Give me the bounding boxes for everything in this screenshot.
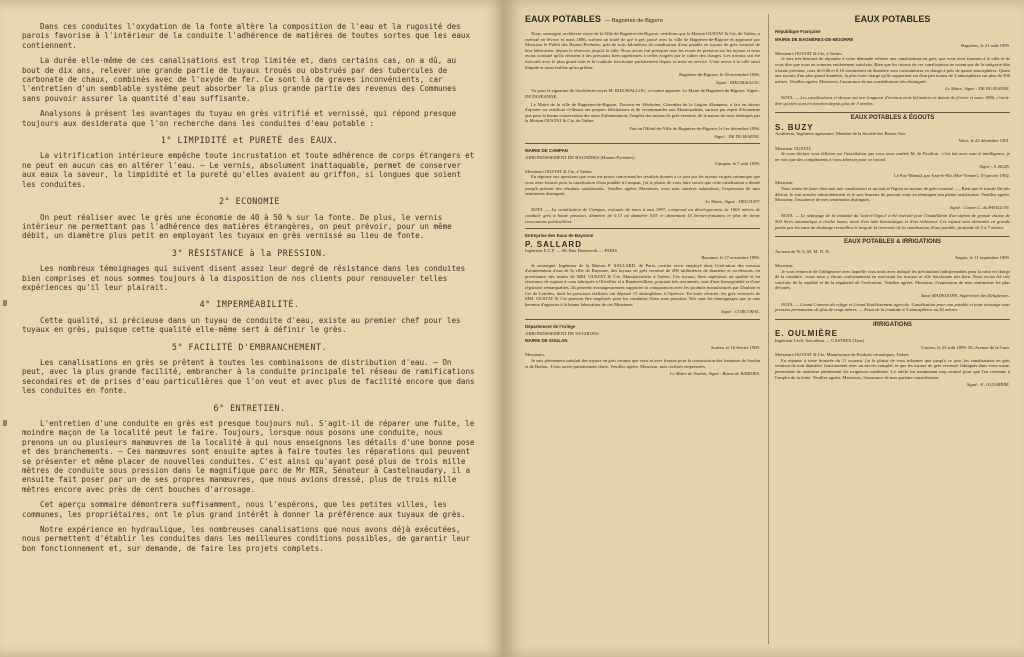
letter-signature: Le Maire de Soulan, Signé : Baron de BARDIES. — [670, 371, 760, 377]
firm-sub: Ingénieur E.C.P. — 68, Rue Dauvercelt — PARIS — [525, 248, 618, 254]
section-header: EAUX POTABLES & IRRIGATIONS — [775, 236, 1010, 246]
firm-sub: Ingénieur Civil, Aviculteur — CASTRES (Tarn) — [775, 337, 864, 343]
letterhead-label: Entreprise des Eaux de Bayonne — [525, 233, 594, 239]
letter-date: Bayonne, le 27 novembre 1896. — [701, 255, 760, 260]
letter-signature: Le Maire, Signé : DELOUPT. — [705, 198, 760, 204]
letter-body: Je vous déclare vous féliciter sur l'installation que vous avez confiée M. de Pavillon : c'est fait avec soin et intelligence, je ne vois que des compliments à vous adresser pour ce travail. — [775, 151, 1010, 162]
separator — [525, 143, 760, 144]
intro-paragraph: Dans ces conduites l'oxydation de la fonte altère la composition de l'eau et la rugosité des parois favorise à l'intérieur de la conduite l'adhérence de matières de toutes sortes que les eaux contiennent. — [22, 22, 471, 50]
section-title: 6° ENTRETIEN. — [213, 402, 286, 413]
letter-date: Le Puy-Menuil, par Azat-le-Riz (Hte-Vienne), 19 janvier 1902. — [893, 172, 1010, 178]
letter-body: En réponse aux questions que vous me posez concernant les résultats donnés à ce jour par les tuyaux en grès céramique que vous avez fournis pour la canalisation d'eau potable à Campan, j'ai le plaisir de vous faire savoir que cette canalisation a donné jusqu'à présent des résultats satisfaisants. Veuillez agréer, Messieurs, avec mes sincères salutations, l'expression de mes sentiments distingués. — [525, 174, 760, 197]
letter-body: Vous venez de faire chez moi une canalisation et un tout-à-l'égout en tuyaux de grès vernissé. — Bien que le travail fût très délicat, le tout marche admirablement et je suis heureux de pouvoir vous en témoigner ma pleine satisfaction. Veuillez agréer, Monsieur, l'assurance de mes sentiments distingués. — [775, 186, 1010, 203]
letter-recipient: Messieurs OUSTAT & Cie, Manufacture de Produits céramiques, Tarbes. — [775, 352, 910, 358]
letter-signature: Le Maire, Signé : DE DUJEANNE. — [945, 86, 1010, 92]
column-divider — [768, 14, 769, 644]
letter-body: Nous, soussigné, architecte-voyer de la Ville de Bagnères-de-Bigorre, certifions que la Maison OUSTAT & Cie, de Tarbes, a exécuté en février et mars 1886, suivant un traité de gré à gré, passé avec la ville de Bagnères-de-Bigorre et approuvé par Monsieur le Préfet des Hautes-Pyrénées, près de trois kilomètres de canalisation d'eau potable en tuyaux de grès vernissé de leur fabrication, depuis le réservoir jusqu'à la ville. Nous avons fait pratiquer tous les essais de pression sur les tuyaux et nous avons constaté qu'ils résistent à des pressions bien supérieures à celles exigées par le cahier des charges. Les travaux ont été exécutés avec le plus grand soin et la conduite fonctionne parfaitement depuis sa mise en service. L'eau arrive à la ville aussi limpide et aussi fraîche qu'au griffon. — [525, 31, 760, 70]
letter-signature: Sœur MADELEINE, Supérieure des Religieuses. — [921, 292, 1010, 298]
letter-recipient: Messieurs, — [525, 352, 545, 358]
letter-body: Je suis pleinement satisfait des tuyaux en grès céramé que vous m'avez fournis pour la construction des fontaines de Soulan et de Bodrac. L'eau arrive parfaitement claire. Veuillez agréer, Monsieur, mes civilités empressées. — [525, 357, 760, 369]
letter-body: En réponse à votre honorée du 11 courant, j'ai le plaisir de vous informer que jusqu'à ce jour, les canalisations en grès vernissé de tout diamètre, fonctionnent avec un succès complet, et que les tuyaux de grès vernissé, fabriqués dans votre usine, permettent de satisfaire pleinement les exigences modernes. Le siècle est maintenant trop avancé pour que l'on revienne à l'emploi de la fonte. Veuillez agréer, Messieurs, l'assurance de mes parfaite considération. — [775, 357, 1010, 380]
letterhead-label: Au nom de N. S. M. M. N. D. — [775, 248, 830, 254]
firm-name: P. SALLARD — [525, 239, 582, 249]
separator — [525, 228, 760, 229]
firm-sub: Architecte, Ingénieur agronome, Membre de la Société des Beaux-Arts — [775, 131, 906, 137]
letter-body: Je suis très heureux de répondre à votre demande relative aux canalisations en grès, que vous avez fournies à la ville et de vous dire que nous en sommes entièrement satisfaits. Bien que les tuyaux de ces canalisations ne soient pas de la catégorie dite à haute pression, ceux de 0,06 et 0,10 centimètres de diamètre sont constamment en charge à près de quatre atmosphères. Quant aux tuyaux d'un plus grand diamètre, la plus forte charge qu'ils supportent est d'un peu moins de 3 atmosphères sur plus de 500 mètres. Veuillez agréer, Messieurs, l'assurance de ma considération très distinguée. — [775, 56, 1010, 84]
section-body: On peut réaliser avec le grès une économie de 40 à 50 % sur la fonte. De plus, le vernis intérieur ne permettant pas l'adhérence des matières étrangères, on peut prévoir, pour un même débit, un diamètre plus petit en employant les tuyaux en grès vernissé au lieu de fonte. — [22, 212, 452, 241]
letterhead-label: Département de l'Ariège — [525, 323, 576, 329]
section-body: Les canalisations en grès se prêtent à toutes les combinaisons de distribution d'eau. — On peut, avec la plus grande facilité, embrancher à la conduite principale tel réseau de ramifications secondaires et de prises d'eau particulières que l'on veut et avec plus de facilité encore que dans les conduites en fonte. — [22, 357, 475, 396]
letter-date: Bagnères, le 21 août 1899. — [961, 43, 1010, 49]
letter-date: Niort, le 22 décembre 1901. — [958, 137, 1010, 143]
letterhead-title: MAIRIE DE CAMPAN — [525, 148, 568, 154]
letter-signature: Signé : CORCORAL. — [721, 309, 760, 315]
letterhead-title: MAIRIE DE SOULAN — [525, 338, 568, 344]
typed-text-block — [22, 22, 477, 559]
letter-recipient: Monsieur OUSTAT, — [775, 145, 812, 151]
letter-signature: Signé : Comte G. du PAVILLON. — [949, 204, 1010, 210]
section-title: 2° ECONOMIE — [219, 196, 280, 207]
letter-date: Angiet, le 11 septembre 1899. — [954, 255, 1010, 261]
section-body: Les nombreux témoignages qui suivent disent assez leur degré de résistance dans les conduites bien comprises et nous sommes toujours à la disposition de nos clients pour renouveler telles expériences qu'il leur plairait. — [22, 264, 466, 292]
letter-recipient: Messieurs OUSTAT & Cie, à Tarbes. — [525, 168, 593, 174]
nota: NOTA. — Les canalisations ci-dessus ont une longueur d'environ trois kilomètres et datent de février et mars 1896, c'est-à-dire qu'elles sont en fonction depuis plus de 3 années. — [775, 94, 1010, 106]
column-header: EAUX POTABLES — [854, 14, 931, 24]
letter-date: Campan, le 7 août 1899. — [715, 161, 760, 167]
nota: NOTA. — Le nettoyage de la conduite du 'tout-à-l'égout' a été exécuté pour l'installation d'un siphon de grande chasse de 500 litres automatique à cloche basse, muni d'un tube barostatique et d'un réducteur. Ces tuyaux sont alimentés en grande partie par les eaux du drainage recueillies le long de la traversée de la canalisation d'eau potable, profonde de 5 à 7 mètres. — [775, 213, 1010, 230]
letter-body: Je soussigné, Ingénieur de la Maison P. SALLARD, de Paris, certifie avoir employé dans l'exécution des travaux d'alimentation d'eau de la ville de Bayonne, des tuyaux en grès vernissé de 200 millimètres de diamètre et au-dessous, en provenance des usines de MM. OUSTAT & Cie, Manufacturiers à Tarbes. Ces tuyaux, bien supérieurs en qualité et en résistance de rupture à ceux fabriqués à Olivellier et à Bambervilliers, pourtant très renommés, sont d'une homogénéité et d'une régularité remarquables. Ils peuvent avantageusement supporter la comparaison avec les produits manufacturés par Doulton et Cie de Londres, dont les pressions réalisées ont dépassé 15 atmosphères à l'épreuve. En toute sécurité, les grès vernissés de MM. OUSTAT & Cie peuvent être employés pour les conduites d'eau sous pression. Tels sont les témoignages que je suis heureux d'apporter à la bonne fabrication de ces Messieurs. — [525, 262, 760, 307]
intro-paragraph: Analysons à présent les avantages du tuyau en grès vitrifié et vernissé, qui répond presque toujours aux desiderata que l'on recherche dans les conduites d'eau potable : — [22, 109, 457, 128]
column-header: EAUX POTABLES — Bagnères-de-Bigorre — [525, 14, 663, 24]
section-header: IRRIGATIONS — [775, 319, 1010, 329]
section-title: 4° IMPERMÉABILITÉ. — [199, 299, 300, 310]
section-header: EAUX POTABLES & ÉGOUTS — [775, 112, 1010, 122]
section-title: 3° RÉSISTANCE à la PRESSION. — [171, 247, 328, 258]
section-title: 1° LIMPIDITÉ et PURETÉ des EAUX. — [160, 135, 339, 146]
section-body: Cette qualité, si précieuse dans un tuyau de conduite d'eau, existe au premier chef pour les tuyaux en grès, puisque cette qualité elle-même sert à définir le grès. — [22, 315, 461, 335]
testimonials-column-1 — [525, 14, 760, 380]
letter-date: Fait en l'Hôtel-de-Ville de Bagnères-de-Bigorre, le 1er décembre 1896. — [629, 125, 760, 131]
letter-body: Je vous remercie de l'obligeance avec laquelle vous nous avez indiqué les précautions indispensables pour la mise en charge de la conduite ; nous nous y étions conformément en exécutant les travaux et elle fonctionne très bien. Nous avons été très satisfaits de la rapidité et de la régularité de l'exécution. Veuillez agréer, Monsieur, l'expression de mes sentiments les plus dévoués. — [775, 268, 1010, 291]
nota: NOTA. — La canalisation de Campan, exécutée de mars à mai 1897, comprend un développement de 1800 mètres de conduite grès à haute pression, diamètre de 0,15 au diamètre 0,05 et alimentant 10 bornes-fontaines et plus de trente concessions particulières. — [525, 207, 760, 224]
letter-signature: Signé : S. BUZY. — [979, 164, 1010, 170]
margin-mark — [3, 300, 7, 306]
section-title: 5° FACILITÉ D'EMBRANCHEMENT. — [171, 341, 328, 352]
letter-signature: Signé : DE DUJEANNE. — [714, 133, 760, 139]
section-body: La vitrification intérieure empêche toute incrustation et toute adhérence de corps étrangers et ne peut en aucun cas en altérer l'eau. — Le vernis, absolument inattaquable, permet de conserver aux eaux la saveur, la limpidité et la pureté qu'elles avaient au griffon, si longues que soient les conduites. — [22, 151, 475, 189]
intro-paragraph: La durée elle-même de ces canalisations est trop limitée et, dans certains cas, on a dû, au bout de dix ans, relever une grande partie de tuyaux troués ou obstrués par des tubercules de carbonate de chaux, combinés avec de l'oxyde de fer. Ce sont là de graves inconvénients, car l'entretien d'un semblable système peut absorber la plus grande partie des revenus des Communes sans pouvoir assurer la quantité d'eau suffisante. — [22, 56, 457, 103]
letter-visa: Vu pour la signature de l'architecte-voyer M. RIEUMALLOU, ci-contre apposée. Le Maire de Bagnères-de-Bigorre. Signé : DE DUJEANNE. — [525, 88, 760, 99]
letter-signature: Signé : RIEUMALLOU. — [715, 79, 760, 85]
letter-date: Castres, le 23 août 1899. 58, Avenue de la Garn. — [921, 344, 1010, 350]
letter-date: Bagnères-de-Bigorre, le 20 novembre 1896. — [679, 72, 760, 78]
letterhead-sub: ARRONDISSEMENT DE ST-GIRONS — [525, 330, 599, 336]
letterhead-title: MAIRIE DE BAGNÈRES-DE-BIGORRE — [775, 36, 854, 42]
nota: NOTA. — Grand Couvent du refuge et Grand Etablissement agricole. Canalisation pour eau potable et pour arrosage sous pression permanente de plus de vingt mètres. — Essai de la conduite à 5 atmosphères au 50 mètres. — [775, 301, 1010, 313]
letter-body: Le Maire de la ville de Bagnères-de-Bigorre, Docteur en Médecine, Chevalier de la Légion d'honneur, a fait un devoir d'ajouter au certificat ci-dessus ses propres félicitations et de recommander aux Municipalités, surtout par esprit d'économie que pour la bonne conservation des eaux d'alimentation, l'emploi des tuyaux de grès vernissé, de la nature de ceux fabriqués par la Maison OUSTAT & Cie, de Tarbes. — [525, 101, 760, 124]
letter-recipient: Monsieur, — [775, 180, 794, 186]
separator — [525, 319, 760, 320]
letter-recipient: Messieurs OUSTAT & Cie, à Tarbes. — [775, 50, 843, 56]
letter-signature: Signé : E. OULMIÈRE. — [966, 382, 1010, 388]
section-body: Cet aperçu sommaire démontrera suffisamment, nous l'espérons, que les petites villes, les communes, les propriétaires, ont le plus grand intérêt à donner la préférence aux tuyaux de grès. — [22, 500, 466, 519]
letter-recipient: Monsieur, — [775, 263, 794, 268]
letter-date: Soulan, le 16 février 1900. — [711, 344, 760, 350]
letterhead-sub: ARRONDISSEMENT DE BAGNÈRES (Hautes-Pyrénées) — [525, 154, 635, 160]
firm-name: S. BUZY — [775, 122, 814, 132]
section-body: L'entretien d'une conduite en grès est presque toujours nul. S'agit-il de réparer une fuite, le moindre maçon de la localité peut le faire. Toujours, lorsque nous posons une conduite, nous prenons un ou plusieurs manœuvres de la localité à qui nous enseignons les détails d'une bonne pose et des branchements. — Ces manœuvres sont ensuite aptes à faire toutes les réparations qui peuvent se présenter et même placer de nouvelles conduites. C'est ainsi qu'ayant posé plus de trois mille mètres de conduite sous pression dans le magnifique parc de Mr MIR, Sénateur à Castelnaudary, il a ensuite fait poser par un de ses propres manœuvres, que nous avions dressé, plus de trois mille mètres encore avec près de cent bouches d'arrosage. — [22, 419, 475, 494]
section-body: Notre expérience en hydraulique, les nombreuses canalisations que nous avons déjà exécutées, nous permettent d'établir les conduites dans les meilleures conditions possibles, de garantir leur bon fonctionnement et, sur demande, de faire les projets complets. — [22, 525, 471, 553]
testimonials-column-2 — [775, 14, 1010, 391]
margin-mark — [3, 420, 7, 426]
letterhead-label: République Française — [775, 29, 821, 34]
firm-name: E. OULMIÈRE — [775, 329, 839, 339]
